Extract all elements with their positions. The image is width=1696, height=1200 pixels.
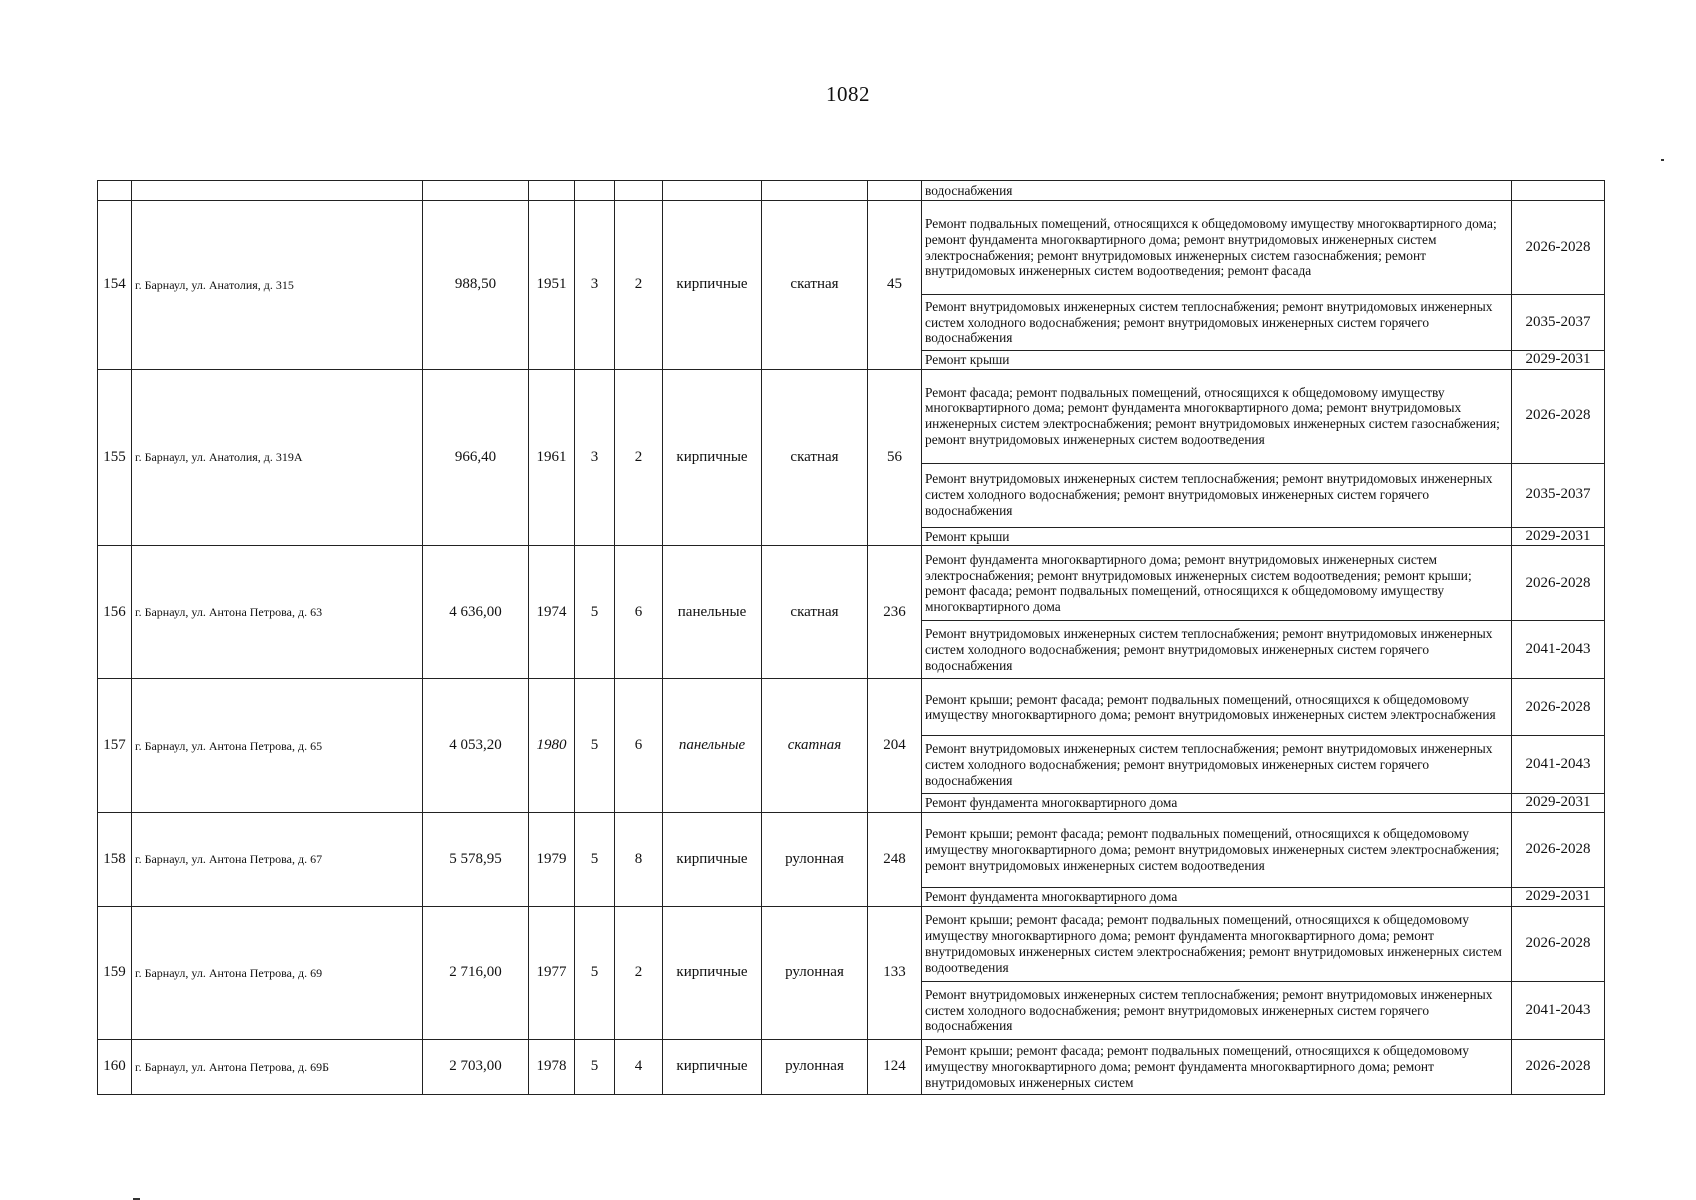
repair-period: 2026-2028 xyxy=(1512,546,1605,621)
page-mark xyxy=(1661,159,1664,161)
table-cell xyxy=(1512,181,1605,201)
repair-works: Ремонт крыши; ремонт фасада; ремонт подвальных помещений, относящихся к общедомовому имуществу многоквартирного дома; ремонт фундамента многоквартирного дома; ремонт внутридомовых инженерных систем xyxy=(922,1040,1512,1095)
repair-period: 2041-2043 xyxy=(1512,982,1605,1040)
repair-period: 2041-2043 xyxy=(1512,736,1605,794)
roof-type: скатная xyxy=(762,369,868,546)
roof-type: рулонная xyxy=(762,1040,868,1095)
wall-material: панельные xyxy=(663,679,762,813)
floors-count: 3 xyxy=(575,369,615,546)
capital-repair-table xyxy=(97,180,1605,1095)
apartments-count: 236 xyxy=(868,546,922,679)
build-year: 1974 xyxy=(529,546,575,679)
repair-works: Ремонт фундамента многоквартирного дома xyxy=(922,888,1512,907)
row-number: 157 xyxy=(98,679,132,813)
row-number: 154 xyxy=(98,201,132,370)
entrances-count: 4 xyxy=(615,1040,663,1095)
roof-type: скатная xyxy=(762,546,868,679)
table-row xyxy=(98,201,1605,295)
repair-works: Ремонт крыши; ремонт фасада; ремонт подвальных помещений, относящихся к общедомовому имуществу многоквартирного дома; ремонт внутридомовых инженерных систем электроснабжения; ремонт внутридомовых инженерных систем водоотведения xyxy=(922,813,1512,888)
entrances-count: 8 xyxy=(615,813,663,907)
total-area: 966,40 xyxy=(423,369,529,546)
wall-material: кирпичные xyxy=(663,907,762,1040)
apartments-count: 204 xyxy=(868,679,922,813)
repair-period: 2041-2043 xyxy=(1512,621,1605,679)
floors-count: 5 xyxy=(575,907,615,1040)
table-cell xyxy=(615,181,663,201)
roof-type: скатная xyxy=(762,679,868,813)
floors-count: 5 xyxy=(575,546,615,679)
floors-count: 5 xyxy=(575,1040,615,1095)
repair-works: Ремонт внутридомовых инженерных систем теплоснабжения; ремонт внутридомовых инженерных систем холодного водоснабжения; ремонт внутридомовых инженерных систем горячего водоснабжения xyxy=(922,463,1512,527)
address: г. Барнаул, ул. Анатолия, д. 319А xyxy=(132,369,423,546)
wall-material: кирпичные xyxy=(663,369,762,546)
entrances-count: 6 xyxy=(615,679,663,813)
table-row xyxy=(98,546,1605,621)
address: г. Барнаул, ул. Антона Петрова, д. 67 xyxy=(132,813,423,907)
repair-period: 2026-2028 xyxy=(1512,679,1605,736)
total-area: 988,50 xyxy=(423,201,529,370)
address: г. Барнаул, ул. Антона Петрова, д. 69Б xyxy=(132,1040,423,1095)
repair-period: 2026-2028 xyxy=(1512,813,1605,888)
repair-period: 2035-2037 xyxy=(1512,463,1605,527)
roof-type: рулонная xyxy=(762,813,868,907)
table-cell xyxy=(575,181,615,201)
repair-period: 2029-2031 xyxy=(1512,794,1605,813)
row-number: 160 xyxy=(98,1040,132,1095)
continuation-row xyxy=(98,181,1605,201)
roof-type: скатная xyxy=(762,201,868,370)
address: г. Барнаул, ул. Антона Петрова, д. 65 xyxy=(132,679,423,813)
repair-works: Ремонт внутридомовых инженерных систем теплоснабжения; ремонт внутридомовых инженерных систем холодного водоснабжения; ремонт внутридомовых инженерных систем горячего водоснабжения xyxy=(922,295,1512,351)
repair-works: Ремонт внутридомовых инженерных систем теплоснабжения; ремонт внутридомовых инженерных систем холодного водоснабжения; ремонт внутридомовых инженерных систем горячего водоснабжения xyxy=(922,621,1512,679)
table-row xyxy=(98,1040,1605,1095)
address: г. Барнаул, ул. Антона Петрова, д. 69 xyxy=(132,907,423,1040)
build-year: 1979 xyxy=(529,813,575,907)
entrances-count: 2 xyxy=(615,201,663,370)
row-number: 156 xyxy=(98,546,132,679)
total-area: 2 716,00 xyxy=(423,907,529,1040)
table-cell xyxy=(98,181,132,201)
repair-period: 2026-2028 xyxy=(1512,201,1605,295)
roof-type: рулонная xyxy=(762,907,868,1040)
repair-works: Ремонт фасада; ремонт подвальных помещений, относящихся к общедомовому имуществу многоквартирного дома; ремонт фундамента многоквартирного дома; ремонт внутридомовых инженерных систем электроснабжения; ремонт внутридомовых инженерных систем газоснабжения; ремонт внутридомовых инженерных систем водоотведения xyxy=(922,369,1512,463)
repair-works: Ремонт крыши xyxy=(922,351,1512,370)
address: г. Барнаул, ул. Анатолия, д. 315 xyxy=(132,201,423,370)
apartments-count: 56 xyxy=(868,369,922,546)
total-area: 4 636,00 xyxy=(423,546,529,679)
apartments-count: 124 xyxy=(868,1040,922,1095)
repair-period: 2026-2028 xyxy=(1512,1040,1605,1095)
floors-count: 5 xyxy=(575,813,615,907)
total-area: 5 578,95 xyxy=(423,813,529,907)
entrances-count: 6 xyxy=(615,546,663,679)
entrances-count: 2 xyxy=(615,369,663,546)
apartments-count: 133 xyxy=(868,907,922,1040)
table-row xyxy=(98,369,1605,463)
total-area: 4 053,20 xyxy=(423,679,529,813)
floors-count: 3 xyxy=(575,201,615,370)
table-body xyxy=(98,181,1605,1095)
wall-material: кирпичные xyxy=(663,813,762,907)
repair-works: Ремонт фундамента многоквартирного дома; ремонт внутридомовых инженерных систем электроснабжения; ремонт внутридомовых инженерных систем водоотведения; ремонт крыши; ремонт фасада; ремонт подвальных помещений, относящихся к общедомовому имуществу многоквартирного дома xyxy=(922,546,1512,621)
build-year: 1951 xyxy=(529,201,575,370)
row-number: 159 xyxy=(98,907,132,1040)
address: г. Барнаул, ул. Антона Петрова, д. 63 xyxy=(132,546,423,679)
table-cell xyxy=(529,181,575,201)
repair-works: Ремонт внутридомовых инженерных систем теплоснабжения; ремонт внутридомовых инженерных систем холодного водоснабжения; ремонт внутридомовых инженерных систем горячего водоснабжения xyxy=(922,736,1512,794)
table-row xyxy=(98,679,1605,736)
build-year: 1977 xyxy=(529,907,575,1040)
apartments-count: 248 xyxy=(868,813,922,907)
repair-works: Ремонт крыши xyxy=(922,527,1512,546)
entrances-count: 2 xyxy=(615,907,663,1040)
continuation-text: водоснабжения xyxy=(922,181,1512,201)
repair-works: Ремонт внутридомовых инженерных систем теплоснабжения; ремонт внутридомовых инженерных систем холодного водоснабжения; ремонт внутридомовых инженерных систем горячего водоснабжения xyxy=(922,982,1512,1040)
floors-count: 5 xyxy=(575,679,615,813)
repair-period: 2029-2031 xyxy=(1512,527,1605,546)
wall-material: кирпичные xyxy=(663,201,762,370)
build-year: 1961 xyxy=(529,369,575,546)
repair-period: 2029-2031 xyxy=(1512,351,1605,370)
row-number: 158 xyxy=(98,813,132,907)
repair-period: 2026-2028 xyxy=(1512,369,1605,463)
repair-works: Ремонт подвальных помещений, относящихся к общедомовому имуществу многоквартирного дома; ремонт фундамента многоквартирного дома; ремонт внутридомовых инженерных систем электроснабжения; ремонт внутридомовых инженерных систем газоснабжения; ремонт внутридомовых инженерных систем водоотведения; ремонт фасада xyxy=(922,201,1512,295)
repair-works: Ремонт фундамента многоквартирного дома xyxy=(922,794,1512,813)
table-cell xyxy=(423,181,529,201)
table-cell xyxy=(762,181,868,201)
wall-material: панельные xyxy=(663,546,762,679)
table-row xyxy=(98,813,1605,888)
page-number: 1082 xyxy=(826,82,870,106)
apartments-count: 45 xyxy=(868,201,922,370)
repair-works: Ремонт крыши; ремонт фасада; ремонт подвальных помещений, относящихся к общедомовому имуществу многоквартирного дома; ремонт внутридомовых инженерных систем электроснабжения xyxy=(922,679,1512,736)
repair-period: 2026-2028 xyxy=(1512,907,1605,982)
row-number: 155 xyxy=(98,369,132,546)
table-row xyxy=(98,907,1605,982)
wall-material: кирпичные xyxy=(663,1040,762,1095)
build-year: 1978 xyxy=(529,1040,575,1095)
repair-period: 2029-2031 xyxy=(1512,888,1605,907)
table-cell xyxy=(132,181,423,201)
table-cell xyxy=(663,181,762,201)
total-area: 2 703,00 xyxy=(423,1040,529,1095)
table-cell xyxy=(868,181,922,201)
repair-period: 2035-2037 xyxy=(1512,295,1605,351)
repair-works: Ремонт крыши; ремонт фасада; ремонт подвальных помещений, относящихся к общедомовому имуществу многоквартирного дома; ремонт фундамента многоквартирного дома; ремонт внутридомовых инженерных систем электроснабжения; ремонт внутридомовых инженерных систем водоотведения xyxy=(922,907,1512,982)
build-year: 1980 xyxy=(529,679,575,813)
